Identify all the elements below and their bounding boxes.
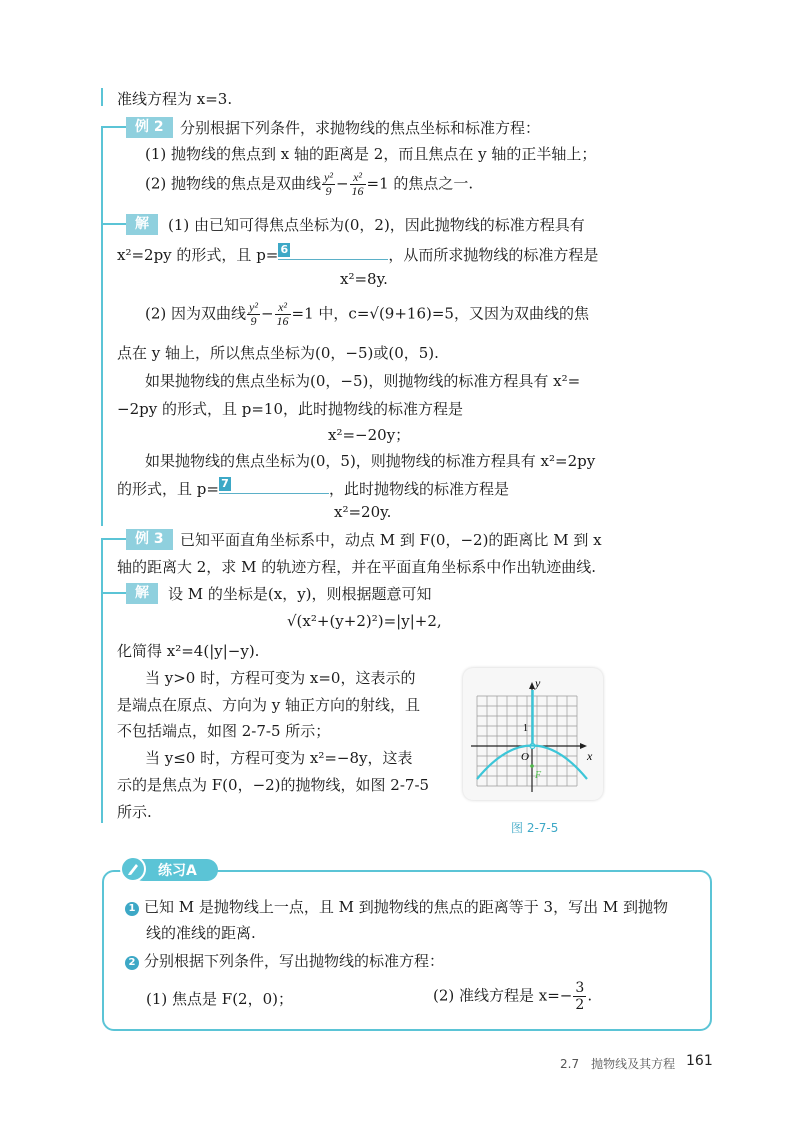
solution-3-line: 设 M 的坐标是(x，y)，则根据题意可知	[168, 585, 432, 603]
rule	[101, 223, 127, 225]
text: =1 中，c=√(9+16)=5，又因为双曲线的焦	[291, 304, 589, 323]
solution-3-line: 不包括端点，如图 2-7-5 所示；	[117, 722, 331, 740]
text: x²=2py 的形式，且 p=	[117, 246, 279, 264]
solution-3-line: 化简得 x²=4(|y|−y).	[117, 642, 260, 660]
y-axis-label: y	[535, 676, 541, 690]
solution-3-line: 所示.	[117, 803, 152, 821]
focus-point	[530, 764, 534, 768]
text: ，从而所求抛物线的标准方程是	[388, 246, 599, 264]
text: (2) 抛物线的焦点是双曲线	[145, 174, 322, 193]
equation: x²=20y.	[334, 503, 392, 521]
question-number: 2	[125, 956, 139, 970]
directrix-line: 准线方程为 x=3.	[117, 90, 233, 108]
origin-label: O	[521, 751, 529, 763]
solution-3-line: 示的是焦点为 F(0，−2)的抛物线，如图 2-7-5	[117, 776, 430, 794]
practice-question-2-part-2: (2) 准线方程是 x=− $\frac{3}{2}$ .	[433, 980, 593, 1013]
section-title: 2.7 抛物线及其方程	[560, 1057, 676, 1071]
solution-line: 点在 y 轴上，所以焦点坐标为(0，−5)或(0，5).	[117, 344, 439, 362]
text: (2) 因为双曲线	[145, 304, 247, 323]
figure-2-7-5	[463, 668, 603, 800]
focus-label: F	[535, 770, 542, 781]
answer-blank-7[interactable]: 7	[219, 477, 329, 494]
x-axis-arrow-icon	[580, 743, 587, 749]
equation: √(x²+(y+2)²)=|y|+2,	[287, 612, 442, 630]
question-number: 1	[125, 902, 139, 916]
fraction: $\frac{\text{y²}}{9}$	[249, 300, 258, 328]
answer-blank-6[interactable]: 6	[278, 243, 388, 260]
solution-line: 如果抛物线的焦点坐标为(0，5)，则抛物线的标准方程具有 x²=2py	[145, 452, 596, 470]
solution-3-tag: 解	[126, 583, 158, 604]
page-number: 161	[686, 1053, 713, 1069]
text: ，此时抛物线的标准方程是	[328, 480, 509, 498]
margin-rule	[101, 538, 103, 823]
figure-caption: 图 2-7-5	[511, 821, 559, 835]
solution-3-line: 当 y>0 时，方程可变为 x=0，这表示的	[145, 669, 416, 687]
solution-line: (2) 因为双曲线 $\frac{\text{y²}}{9}$ − $\frac{\text{x²}}{16}$ =1 中，c=√(9+16)=5，又因为双曲线的焦	[145, 300, 589, 328]
practice-question-2-part-1: (1) 焦点是 F(2，0)；	[146, 990, 293, 1008]
equation: x²=8y.	[340, 270, 388, 288]
example-3-tag: 例 3	[126, 529, 173, 550]
equation: x²=−20y；	[328, 426, 411, 444]
rule	[101, 592, 127, 594]
pencil-icon	[120, 856, 146, 882]
solution-line	[117, 243, 598, 265]
example-2-question: 分别根据下列条件，求抛物线的焦点坐标和标准方程：	[180, 119, 541, 137]
practice-badge	[118, 855, 220, 885]
margin-rule	[101, 88, 103, 106]
practice-question-2	[125, 950, 444, 971]
practice-question-1-cont: 线的准线的距离.	[146, 924, 256, 942]
fraction: $\frac{3}{2}$	[575, 980, 585, 1013]
practice-title: 练习A	[158, 863, 197, 879]
pencil-glyph	[122, 858, 144, 880]
fraction: $\frac{\text{y²}}{9}$	[324, 170, 333, 198]
rule	[101, 538, 127, 540]
text: =1 的焦点之一.	[366, 174, 474, 193]
practice-question-1	[125, 896, 668, 917]
example-3-line: 已知平面直角坐标系中，动点 M 到 F(0，−2)的距离比 M 到 x	[180, 531, 602, 549]
solution-line: 如果抛物线的焦点坐标为(0，−5)，则抛物线的标准方程具有 x²=	[145, 372, 581, 390]
solution-line	[117, 477, 509, 499]
example-2-condition-2: (2) 抛物线的焦点是双曲线 $\frac{\text{y²}}{9}$ − $\frac{\text{x²}}{16}$ =1 的焦点之一.	[145, 170, 474, 198]
margin-rule	[101, 126, 103, 526]
unit-label: 1	[523, 723, 528, 734]
solution-3-line: 当 y≤0 时，方程可变为 x²=−8y，这表	[145, 749, 413, 767]
x-axis-label: x	[587, 749, 593, 763]
rule	[101, 126, 127, 128]
solution-line: (1) 由已知可得焦点坐标为(0，2)，因此抛物线的标准方程具有	[168, 216, 585, 234]
text: 已知 M 是抛物线上一点，且 M 到抛物线的焦点的距离等于 3，写出 M 到抛物	[144, 898, 668, 916]
text: 的形式，且 p=	[117, 480, 219, 498]
solution-line: −2py 的形式，且 p=10，此时抛物线的标准方程是	[117, 400, 463, 418]
grid	[477, 696, 577, 786]
example-3-line: 轴的距离大 2，求 M 的轨迹方程，并在平面直角坐标系中作出轨迹曲线.	[117, 558, 596, 576]
solution-3-line: 是端点在原点、方向为 y 轴正方向的射线，且	[117, 696, 421, 714]
text: (2) 准线方程是 x=−	[433, 986, 573, 1005]
example-2-condition-1: (1) 抛物线的焦点到 x 轴的距离是 2，而且焦点在 y 轴的正半轴上；	[145, 145, 597, 163]
fraction: $\frac{\text{x²}}{16}$	[276, 300, 289, 328]
fraction: $\frac{\text{x²}}{16}$	[351, 170, 364, 198]
graph	[463, 668, 603, 800]
example-2-tag: 例 2	[126, 117, 173, 138]
text: 分别根据下列条件，写出抛物线的标准方程：	[144, 952, 445, 970]
solution-tag: 解	[126, 214, 158, 235]
